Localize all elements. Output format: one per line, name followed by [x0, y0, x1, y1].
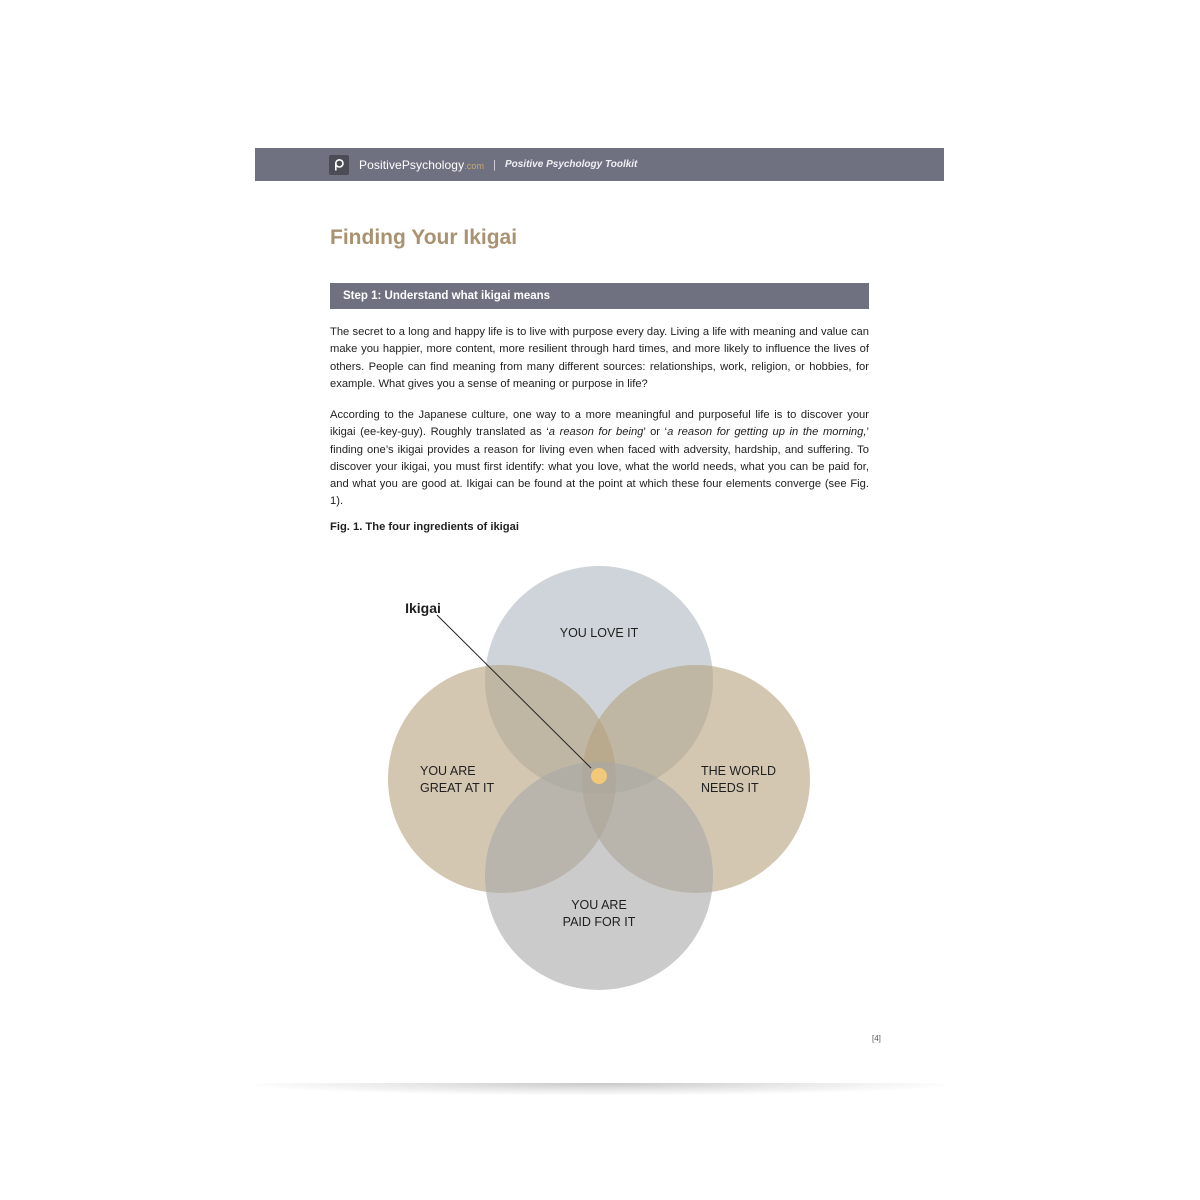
ikigai-paragraph: According to the Japanese culture, one way to a more meaningful and purposeful life is to discover your ikigai (ee-key-guy). Roughly translated as ‘a reason for being’ or ‘a reason for getting up in the morning,’ finding one’s ikigai provides a reason for living even when faced with adversity, hardship, and suffering. To discover your ikigai, you must first identify: what you love, what the world needs, what you can be paid for, and what you are good at. Ikigai can be found at the point at which these four elements converge (see Fig. 1).: [330, 409, 869, 508]
ikigai-venn-diagram: [255, 148, 944, 1086]
document-page: [255, 148, 944, 1086]
ikigai-label: Ikigai: [405, 600, 441, 616]
italic-phrase-reason-for-being: a reason for being: [548, 426, 644, 439]
label-world-line2: NEEDS IT: [701, 781, 759, 795]
label-paid-line2: PAID FOR IT: [562, 915, 636, 929]
brand-name: PositivePsychology.com: [359, 157, 485, 172]
intro-paragraph: The secret to a long and happy life is to live with purpose every day. Living a life with meaning and value can make you happier, more content, more resilient through hard times, and more likely to influence the lives of others. People can find meaning from many different sources: relationships, work, religion, or hobbies, for example. What gives you a sense of meaning or purpose in life?: [330, 326, 869, 390]
label-world-line1: THE WORLD: [701, 764, 776, 778]
label-paid-line1: YOU ARE: [571, 898, 627, 912]
italic-phrase-getting-up: a reason for getting up in the morning,: [667, 426, 867, 439]
circle-you-are-paid-for-it: [485, 762, 713, 990]
page-number: [4]: [872, 1034, 881, 1043]
step-heading: Step 1: Understand what ikigai means: [330, 283, 869, 309]
ikigai-center-dot: [591, 768, 607, 784]
label-great-line2: GREAT AT IT: [420, 781, 495, 795]
figure-caption: Fig. 1. The four ingredients of ikigai: [330, 521, 519, 533]
brand-suffix: .com: [464, 160, 485, 171]
page-title: Finding Your Ikigai: [330, 226, 518, 249]
header-separator: |: [493, 158, 496, 171]
label-you-love-it: YOU LOVE IT: [559, 626, 639, 640]
page-shadow: [255, 1083, 944, 1095]
toolkit-title: Positive Psychology Toolkit: [504, 159, 638, 170]
label-great-line1: YOU ARE: [420, 764, 476, 778]
